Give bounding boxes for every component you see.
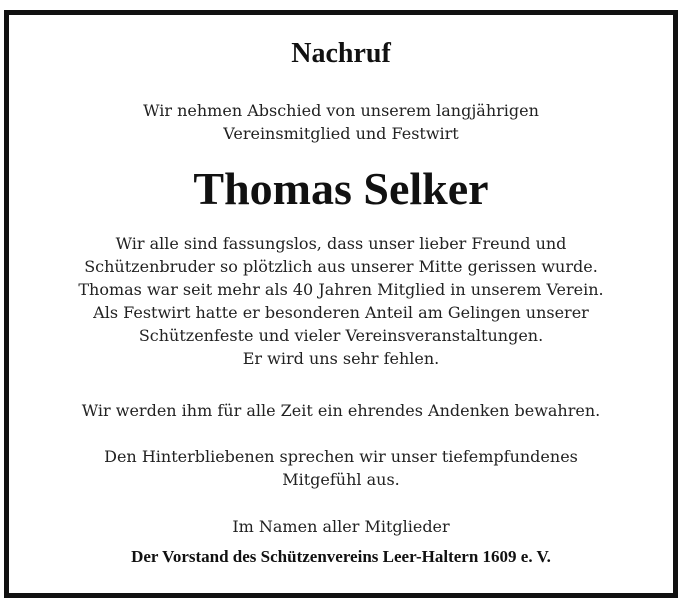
body-line: Wir alle sind fassungslos, dass unser lieber Freund und xyxy=(115,234,567,253)
obituary-notice xyxy=(9,15,673,593)
condolence-line: Mitgefühl aus. xyxy=(282,470,400,489)
signature-line: Der Vorstand des Schützenvereins Leer-Haltern 1609 e. V. xyxy=(131,547,551,566)
intro-paragraph xyxy=(9,99,673,145)
body-line: Als Festwirt hatte er besonderen Anteil am Gelingen unserer xyxy=(93,303,589,322)
condolence-line: Den Hinterbliebenen sprechen wir unser tiefempfundenes xyxy=(104,447,578,466)
deceased-name: Thomas Selker xyxy=(193,163,489,214)
body-line: Thomas war seit mehr als 40 Jahren Mitglied in unserem Verein. xyxy=(78,280,604,299)
intro-line: Vereinsmitglied und Festwirt xyxy=(223,124,459,143)
memory-line: Wir werden ihm für alle Zeit ein ehrendes Andenken bewahren. xyxy=(81,401,601,420)
memory-paragraph xyxy=(9,399,673,422)
body-line: Er wird uns sehr fehlen. xyxy=(242,349,440,368)
obituary-frame xyxy=(4,10,678,598)
behalf-line: Im Namen aller Mitglieder xyxy=(232,517,450,536)
notice-heading: Nachruf xyxy=(291,38,391,69)
body-line: Schützenbruder so plötzlich aus unserer Mitte gerissen wurde. xyxy=(84,257,598,276)
intro-line: Wir nehmen Abschied von unserem langjährigen xyxy=(143,101,539,120)
condolence-paragraph xyxy=(9,445,673,491)
body-line: Schützenfeste und vieler Vereinsveranstaltungen. xyxy=(138,326,544,345)
body-paragraph xyxy=(9,232,673,370)
